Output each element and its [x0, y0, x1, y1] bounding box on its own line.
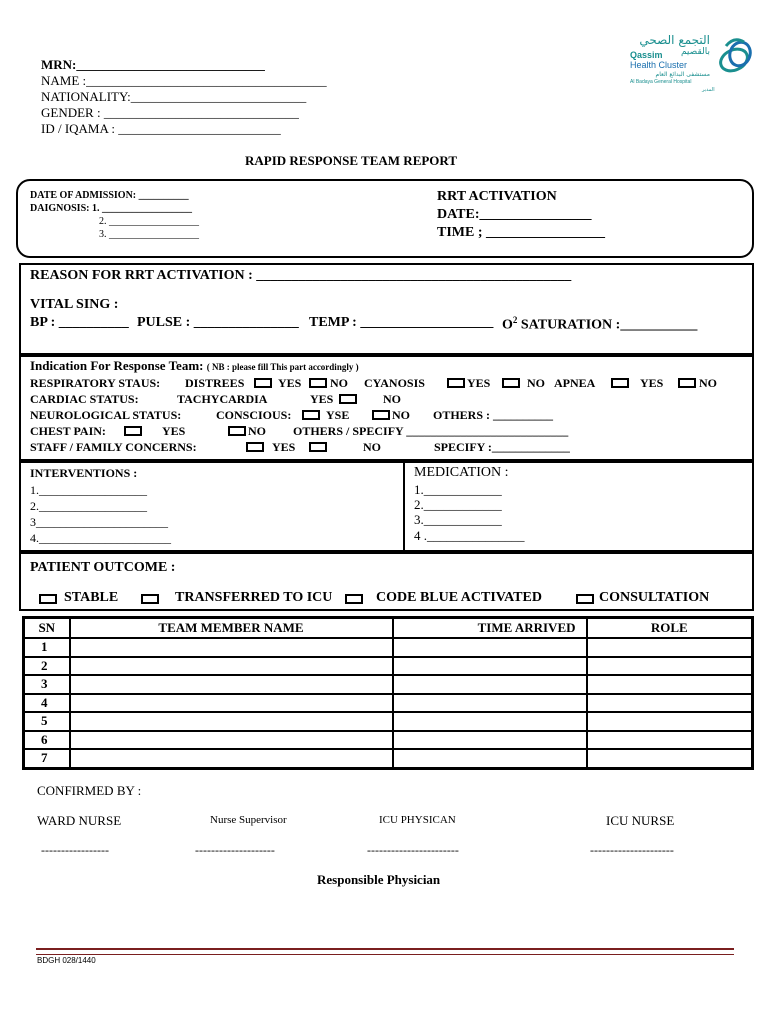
o2-saturation-field[interactable]	[502, 315, 697, 334]
name-cell[interactable]	[70, 675, 393, 694]
indication-note: ( NB : please fill This part accordingly )	[206, 362, 359, 372]
logo-arabic-hospital: مستشفى البدائع العام	[655, 71, 710, 78]
staff-yes-checkbox[interactable]	[246, 442, 264, 452]
row-sn: 2	[24, 657, 70, 676]
header-team-member-name: TEAM MEMBER NAME	[70, 618, 393, 639]
distrees-label: DISTREES	[185, 376, 245, 390]
header-sn: SN	[24, 618, 70, 639]
gender-field[interactable]: GENDER : ______________________________	[41, 105, 299, 120]
row-sn: 3	[24, 675, 70, 694]
chest-pain-no-label: NO	[248, 424, 266, 438]
rrt-time-field[interactable]: TIME ; _________________	[437, 225, 605, 240]
row-sn: 4	[24, 694, 70, 713]
role-cell[interactable]	[587, 712, 753, 731]
neuro-others-field[interactable]: OTHERS : __________	[433, 408, 554, 422]
o2-suffix: SATURATION :___________	[517, 317, 698, 333]
time-cell[interactable]	[393, 694, 587, 713]
chest-pain-yes-checkbox[interactable]	[124, 426, 142, 436]
table-row	[24, 638, 753, 657]
reason-field[interactable]: REASON FOR RRT ACTIVATION : _____________________________________________	[30, 268, 572, 283]
admission-date-field[interactable]: DATE OF ADMISSION: __________	[30, 190, 189, 201]
intervention-1-field[interactable]: 1.__________________	[30, 483, 147, 497]
time-cell[interactable]	[393, 657, 587, 676]
table-row	[24, 749, 753, 768]
role-cell[interactable]	[587, 731, 753, 750]
tachycardia-label: TACHYCARDIA	[177, 392, 268, 406]
conscious-no-checkbox[interactable]	[372, 410, 390, 420]
staff-no-label: NO	[363, 440, 381, 454]
medication-4-field[interactable]: 4 ._______________	[414, 528, 525, 543]
neurological-label: NEUROLOGICAL STATUS:	[30, 408, 182, 422]
intervention-3-field[interactable]: 3______________________	[30, 515, 168, 529]
ward-nurse-signature-line[interactable]: -----------------	[41, 843, 109, 857]
indication-title-text: Indication For Response Team:	[30, 358, 204, 373]
icu-label: TRANSFERRED TO ICU	[175, 590, 333, 605]
role-cell[interactable]	[587, 657, 753, 676]
indication-title	[30, 358, 359, 374]
icu-checkbox[interactable]	[141, 594, 159, 604]
role-cell[interactable]	[587, 694, 753, 713]
chest-pain-yes-label: YES	[162, 424, 186, 438]
tachycardia-no-label: NO	[383, 392, 401, 406]
responsible-physician-label: Responsible Physician	[317, 872, 441, 887]
qassim-health-cluster-logo	[622, 22, 758, 94]
cyanosis-label: CYANOSIS	[364, 376, 425, 390]
tachycardia-yes-label: YES	[310, 392, 334, 406]
cyanosis-yes-label: YES	[467, 376, 491, 390]
time-cell[interactable]	[393, 712, 587, 731]
time-cell[interactable]	[393, 675, 587, 694]
cyanosis-no-checkbox[interactable]	[502, 378, 520, 388]
icu-nurse-signature-line[interactable]: ---------------------	[590, 843, 674, 857]
row-sn: 1	[24, 638, 70, 657]
confirmed-by-label: CONFIRMED BY :	[37, 783, 142, 798]
rrt-date-field[interactable]: DATE:________________	[437, 207, 592, 222]
stable-checkbox[interactable]	[39, 594, 57, 604]
code-blue-label: CODE BLUE ACTIVATED	[376, 590, 542, 605]
conscious-yes-checkbox[interactable]	[302, 410, 320, 420]
staff-specify-field[interactable]: SPECIFY :_____________	[434, 440, 570, 454]
row-sn: 6	[24, 731, 70, 750]
header-role: ROLE	[587, 618, 753, 639]
apnea-yes-checkbox[interactable]	[611, 378, 629, 388]
logo-line1: Qassim	[630, 50, 663, 60]
consultation-checkbox[interactable]	[576, 594, 594, 604]
role-cell[interactable]	[587, 638, 753, 657]
table-row	[24, 675, 753, 694]
diagnosis-2-field[interactable]: 2. __________________	[99, 216, 199, 227]
icu-physican-label: ICU PHYSICAN	[379, 814, 456, 826]
respiratory-label: RESPIRATORY STAUS:	[30, 376, 161, 390]
medication-1-field[interactable]: 1.____________	[414, 482, 502, 497]
intervention-2-field[interactable]: 2.__________________	[30, 499, 147, 513]
logo-english-hospital: Al Badaya General Hospital	[630, 79, 692, 85]
intervention-4-field[interactable]: 4.______________________	[30, 531, 171, 545]
rrt-activation-title: RRT ACTIVATION	[437, 189, 557, 204]
distrees-no-checkbox[interactable]	[309, 378, 327, 388]
row-sn: 7	[24, 749, 70, 768]
report-title: RAPID RESPONSE TEAM REPORT	[245, 153, 458, 168]
diagnosis-3-field[interactable]: 3. __________________	[99, 229, 199, 240]
distrees-yes-label: YES	[278, 376, 302, 390]
role-cell[interactable]	[587, 675, 753, 694]
icu-physician-signature-line[interactable]: -----------------------	[367, 843, 459, 857]
table-row	[24, 694, 753, 713]
distrees-yes-checkbox[interactable]	[254, 378, 272, 388]
code-blue-checkbox[interactable]	[345, 594, 363, 604]
vital-signs-label: VITAL SING :	[30, 297, 119, 312]
id-field[interactable]: ID / IQAMA : _________________________	[41, 121, 281, 136]
table-row	[24, 712, 753, 731]
cyanosis-yes-checkbox[interactable]	[447, 378, 465, 388]
apnea-label: APNEA	[554, 376, 596, 390]
others-specify-field[interactable]: OTHERS / SPECIFY ___________________________	[293, 424, 569, 438]
conscious-no-label: NO	[392, 408, 410, 422]
medication-title: MEDICATION :	[414, 465, 509, 480]
interventions-divider	[403, 461, 405, 552]
ward-nurse-label: WARD NURSE	[37, 813, 122, 828]
name-cell[interactable]	[70, 694, 393, 713]
staff-yes-label: YES	[272, 440, 296, 454]
logo-arabic-title: التجمع الصحي	[639, 33, 710, 47]
name-cell[interactable]	[70, 712, 393, 731]
time-cell[interactable]	[393, 749, 587, 768]
cluster-logo-icon	[622, 22, 758, 94]
table-header-row	[24, 618, 753, 639]
time-cell[interactable]	[393, 638, 587, 657]
time-cell[interactable]	[393, 731, 587, 750]
chest-pain-label: CHEST PAIN:	[30, 424, 106, 438]
mrn-field[interactable]: MRN:_____________________________	[41, 57, 265, 72]
conscious-label: CONSCIOUS:	[216, 408, 292, 422]
pulse-field[interactable]: PULSE : _______________	[137, 315, 299, 330]
staff-family-label: STAFF / FAMILY CONCERNS:	[30, 440, 197, 454]
o2-superscript: 2	[512, 315, 518, 325]
name-field[interactable]: NAME :_____________________________________	[41, 73, 327, 88]
name-cell[interactable]	[70, 657, 393, 676]
conscious-yse-label: YSE	[326, 408, 350, 422]
logo-arabic-sub: بالقصيم	[680, 47, 710, 57]
icu-nurse-label: ICU NURSE	[606, 813, 675, 828]
name-cell[interactable]	[70, 731, 393, 750]
table-row	[24, 657, 753, 676]
logo-line2: Health Cluster	[630, 60, 688, 70]
row-sn: 5	[24, 712, 70, 731]
cyanosis-no-label: NO	[527, 376, 545, 390]
nationality-field[interactable]: NATIONALITY:___________________________	[41, 89, 307, 104]
team-member-table	[22, 616, 754, 770]
bp-field[interactable]: BP : __________	[30, 315, 129, 330]
distrees-no-label: NO	[330, 376, 348, 390]
consultation-label: CONSULTATION	[599, 590, 710, 605]
staff-no-checkbox[interactable]	[309, 442, 327, 452]
cardiac-label: CARDIAC STATUS:	[30, 392, 139, 406]
logo-arabic-small: المدير	[702, 87, 715, 93]
apnea-no-checkbox[interactable]	[678, 378, 696, 388]
name-cell[interactable]	[70, 638, 393, 657]
name-cell[interactable]	[70, 749, 393, 768]
table-row	[24, 731, 753, 750]
temp-field[interactable]: TEMP : ___________________	[309, 315, 494, 330]
nurse-supervisor-label: Nurse Supervisor	[210, 814, 287, 826]
header-time-arrived: TIME ARRIVED	[393, 618, 587, 639]
apnea-yes-label: YES	[640, 376, 664, 390]
tachycardia-yes-checkbox[interactable]	[339, 394, 357, 404]
interventions-title: INTERVENTIONS :	[30, 466, 138, 480]
diagnosis-1-field[interactable]: DAIGNOSIS: 1. __________________	[30, 203, 192, 214]
apnea-no-label: NO	[699, 376, 717, 390]
o2-prefix: O	[502, 317, 513, 333]
footer-code: BDGH 028/1440	[37, 956, 96, 965]
supervisor-signature-line[interactable]: --------------------	[195, 843, 275, 857]
outcome-title: PATIENT OUTCOME :	[30, 560, 176, 575]
medication-2-field[interactable]: 2.____________	[414, 497, 502, 512]
medication-3-field[interactable]: 3.____________	[414, 512, 502, 527]
chest-pain-no-checkbox[interactable]	[228, 426, 246, 436]
stable-label: STABLE	[64, 590, 119, 605]
footer-divider	[36, 948, 734, 955]
role-cell[interactable]	[587, 749, 753, 768]
